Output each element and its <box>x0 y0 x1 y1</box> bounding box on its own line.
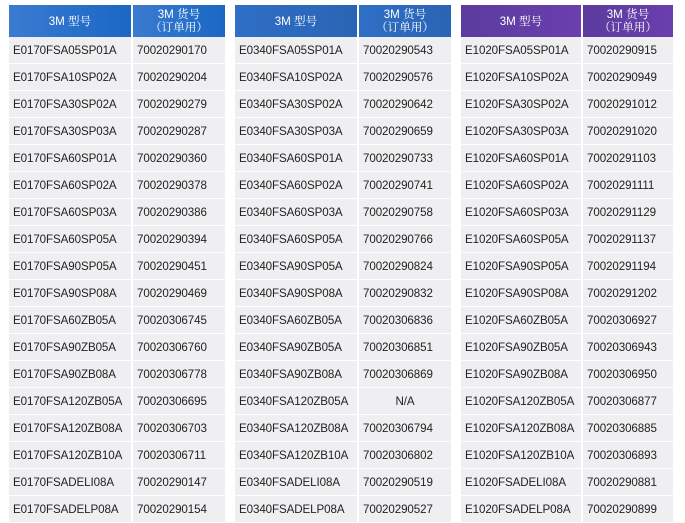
part-number-header-line1: 3M 货号 <box>157 8 201 21</box>
part-number-cell: 70020290543 <box>359 37 451 64</box>
part-number-cell: 70020306745 <box>133 307 225 334</box>
part-number-cell: 70020306760 <box>133 334 225 361</box>
table-header-row <box>9 5 225 37</box>
part-number-cell: 70020290899 <box>583 496 673 523</box>
table-row <box>461 469 673 496</box>
product-table-e1020 <box>461 5 673 523</box>
table-row <box>235 280 451 307</box>
part-number-cell: 70020306943 <box>583 334 673 361</box>
model-cell: E0170FSA90ZB05A <box>9 334 133 361</box>
part-number-cell: N/A <box>359 388 451 415</box>
table-row <box>9 469 225 496</box>
table-row <box>235 199 451 226</box>
model-cell: E0340FSADELP08A <box>235 496 359 523</box>
table-row <box>461 415 673 442</box>
table-row <box>235 415 451 442</box>
model-cell: E0340FSA120ZB10A <box>235 442 359 469</box>
model-cell: E1020FSA60ZB05A <box>461 307 583 334</box>
table-row <box>235 469 451 496</box>
part-number-cell: 70020290204 <box>133 64 225 91</box>
table-row <box>235 442 451 469</box>
table-row <box>461 118 673 145</box>
model-cell: E0170FSA90ZB08A <box>9 361 133 388</box>
part-number-cell: 70020306950 <box>583 361 673 388</box>
model-cell: E0170FSA60SP02A <box>9 172 133 199</box>
table-row <box>461 199 673 226</box>
table-row <box>235 172 451 199</box>
model-cell: E1020FSA90ZB05A <box>461 334 583 361</box>
model-cell: E0340FSA30SP03A <box>235 118 359 145</box>
part-number-cell: 70020306877 <box>583 388 673 415</box>
table-row <box>9 145 225 172</box>
part-number-cell: 70020306703 <box>133 415 225 442</box>
model-cell: E1020FSA60SP05A <box>461 226 583 253</box>
part-number-cell: 70020306794 <box>359 415 451 442</box>
part-number-header-line1: 3M 货号 <box>606 8 650 21</box>
model-cell: E1020FSA90SP08A <box>461 280 583 307</box>
part-number-cell: 70020290469 <box>133 280 225 307</box>
part-number-cell: 70020306885 <box>583 415 673 442</box>
part-number-cell: 70020290279 <box>133 91 225 118</box>
model-column-header: 3M 型号 <box>9 5 133 37</box>
part-number-header-line2: （订单用） <box>599 21 657 34</box>
table-row <box>9 334 225 361</box>
table-row <box>461 307 673 334</box>
table-row <box>235 496 451 523</box>
table-row <box>9 199 225 226</box>
part-number-cell: 70020306869 <box>359 361 451 388</box>
table-row <box>235 361 451 388</box>
model-cell: E1020FSA90SP05A <box>461 253 583 280</box>
model-cell: E0340FSA120ZB05A <box>235 388 359 415</box>
model-cell: E1020FSA10SP02A <box>461 64 583 91</box>
part-number-cell: 70020290519 <box>359 469 451 496</box>
table-row <box>9 253 225 280</box>
table-row <box>9 172 225 199</box>
part-number-cell: 70020290576 <box>359 64 451 91</box>
model-column-header: 3M 型号 <box>235 5 359 37</box>
model-cell: E0340FSA120ZB08A <box>235 415 359 442</box>
table-row <box>461 226 673 253</box>
table-row <box>235 37 451 64</box>
table-row <box>461 172 673 199</box>
part-number-cell: 70020291137 <box>583 226 673 253</box>
model-cell: E0340FSA90SP08A <box>235 280 359 307</box>
product-table-e0340 <box>235 5 451 523</box>
product-table-e0170 <box>9 5 225 523</box>
model-cell: E1020FSA120ZB08A <box>461 415 583 442</box>
model-cell: E0170FSA30SP03A <box>9 118 133 145</box>
part-number-cell: 70020290287 <box>133 118 225 145</box>
table-row <box>9 64 225 91</box>
model-cell: E0170FSA120ZB08A <box>9 415 133 442</box>
table-row <box>9 442 225 469</box>
table-row <box>9 415 225 442</box>
part-number-cell: 70020290451 <box>133 253 225 280</box>
table-row <box>9 91 225 118</box>
model-cell: E0170FSA30SP02A <box>9 91 133 118</box>
model-cell: E0340FSADELI08A <box>235 469 359 496</box>
table-row <box>9 496 225 523</box>
part-number-cell: 70020306927 <box>583 307 673 334</box>
part-number-cell: 70020291012 <box>583 91 673 118</box>
model-cell: E0170FSADELI08A <box>9 469 133 496</box>
part-number-cell: 70020306778 <box>133 361 225 388</box>
table-row <box>9 118 225 145</box>
part-number-cell: 70020291111 <box>583 172 673 199</box>
model-cell: E0170FSA60SP03A <box>9 199 133 226</box>
model-cell: E0170FSA120ZB05A <box>9 388 133 415</box>
part-number-column-header <box>359 5 451 37</box>
part-number-cell: 70020291129 <box>583 199 673 226</box>
model-cell: E1020FSA90ZB08A <box>461 361 583 388</box>
table-row <box>235 91 451 118</box>
model-cell: E0340FSA90ZB05A <box>235 334 359 361</box>
table-row <box>461 91 673 118</box>
part-number-cell: 70020290741 <box>359 172 451 199</box>
model-cell: E1020FSADELI08A <box>461 469 583 496</box>
model-cell: E0170FSA120ZB10A <box>9 442 133 469</box>
model-cell: E0170FSA05SP01A <box>9 37 133 64</box>
model-cell: E1020FSA60SP01A <box>461 145 583 172</box>
model-cell: E0340FSA90ZB08A <box>235 361 359 388</box>
model-cell: E0340FSA10SP02A <box>235 64 359 91</box>
table-row <box>235 307 451 334</box>
part-number-cell: 70020291020 <box>583 118 673 145</box>
part-number-cell: 70020290766 <box>359 226 451 253</box>
part-number-cell: 70020291103 <box>583 145 673 172</box>
part-number-cell: 70020306695 <box>133 388 225 415</box>
table-row <box>461 280 673 307</box>
part-number-cell: 70020306711 <box>133 442 225 469</box>
table-row <box>461 361 673 388</box>
table-header-row <box>235 5 451 37</box>
part-number-cell: 70020290949 <box>583 64 673 91</box>
model-cell: E1020FSA60SP03A <box>461 199 583 226</box>
part-number-cell: 70020290360 <box>133 145 225 172</box>
model-cell: E0170FSADELP08A <box>9 496 133 523</box>
model-cell: E0340FSA60SP01A <box>235 145 359 172</box>
model-cell: E0170FSA90SP08A <box>9 280 133 307</box>
part-number-cell: 70020290378 <box>133 172 225 199</box>
model-cell: E0340FSA05SP01A <box>235 37 359 64</box>
model-cell: E1020FSA30SP03A <box>461 118 583 145</box>
part-number-cell: 70020290659 <box>359 118 451 145</box>
part-number-cell: 70020290881 <box>583 469 673 496</box>
table-row <box>235 334 451 361</box>
model-cell: E0170FSA60SP05A <box>9 226 133 253</box>
part-number-cell: 70020290824 <box>359 253 451 280</box>
table-row <box>235 226 451 253</box>
model-cell: E1020FSA120ZB10A <box>461 442 583 469</box>
model-cell: E0340FSA60SP03A <box>235 199 359 226</box>
part-number-cell: 70020290170 <box>133 37 225 64</box>
part-number-cell: 70020291202 <box>583 280 673 307</box>
model-cell: E1020FSA120ZB05A <box>461 388 583 415</box>
model-cell: E1020FSA05SP01A <box>461 37 583 64</box>
table-row <box>461 253 673 280</box>
table-row <box>461 388 673 415</box>
table-row <box>461 37 673 64</box>
part-number-header-line2: （订单用） <box>150 21 208 34</box>
part-number-cell: 70020306851 <box>359 334 451 361</box>
table-row <box>235 388 451 415</box>
part-number-cell: 70020290386 <box>133 199 225 226</box>
part-number-cell: 70020290154 <box>133 496 225 523</box>
table-row <box>235 145 451 172</box>
table-row <box>235 64 451 91</box>
part-number-cell: 70020290733 <box>359 145 451 172</box>
table-row <box>235 253 451 280</box>
part-number-cell: 70020290832 <box>359 280 451 307</box>
model-cell: E0340FSA90SP05A <box>235 253 359 280</box>
part-number-cell: 70020306893 <box>583 442 673 469</box>
part-number-cell: 70020290642 <box>359 91 451 118</box>
part-number-cell: 70020306836 <box>359 307 451 334</box>
model-cell: E0170FSA60SP01A <box>9 145 133 172</box>
table-row <box>461 442 673 469</box>
part-number-header-line1: 3M 货号 <box>383 8 427 21</box>
table-header-row <box>461 5 673 37</box>
model-cell: E0170FSA60ZB05A <box>9 307 133 334</box>
table-row <box>9 37 225 64</box>
model-cell: E0170FSA10SP02A <box>9 64 133 91</box>
table-row <box>461 334 673 361</box>
table-row <box>235 118 451 145</box>
part-number-cell: 70020290527 <box>359 496 451 523</box>
table-row <box>9 361 225 388</box>
table-row <box>9 226 225 253</box>
model-cell: E1020FSA30SP02A <box>461 91 583 118</box>
model-cell: E0340FSA60ZB05A <box>235 307 359 334</box>
model-cell: E0340FSA30SP02A <box>235 91 359 118</box>
model-column-header: 3M 型号 <box>461 5 583 37</box>
part-number-header-line2: （订单用） <box>376 21 434 34</box>
model-cell: E0340FSA60SP02A <box>235 172 359 199</box>
part-number-column-header <box>583 5 673 37</box>
part-number-column-header <box>133 5 225 37</box>
part-number-cell: 70020291194 <box>583 253 673 280</box>
model-cell: E1020FSADELP08A <box>461 496 583 523</box>
table-row <box>461 145 673 172</box>
part-number-cell: 70020290915 <box>583 37 673 64</box>
table-row <box>461 64 673 91</box>
model-cell: E0170FSA90SP05A <box>9 253 133 280</box>
table-row <box>9 307 225 334</box>
table-row <box>461 496 673 523</box>
part-number-cell: 70020290147 <box>133 469 225 496</box>
part-number-cell: 70020290758 <box>359 199 451 226</box>
part-number-cell: 70020306802 <box>359 442 451 469</box>
part-number-cell: 70020290394 <box>133 226 225 253</box>
model-cell: E0340FSA60SP05A <box>235 226 359 253</box>
table-row <box>9 280 225 307</box>
model-cell: E1020FSA60SP02A <box>461 172 583 199</box>
table-row <box>9 388 225 415</box>
